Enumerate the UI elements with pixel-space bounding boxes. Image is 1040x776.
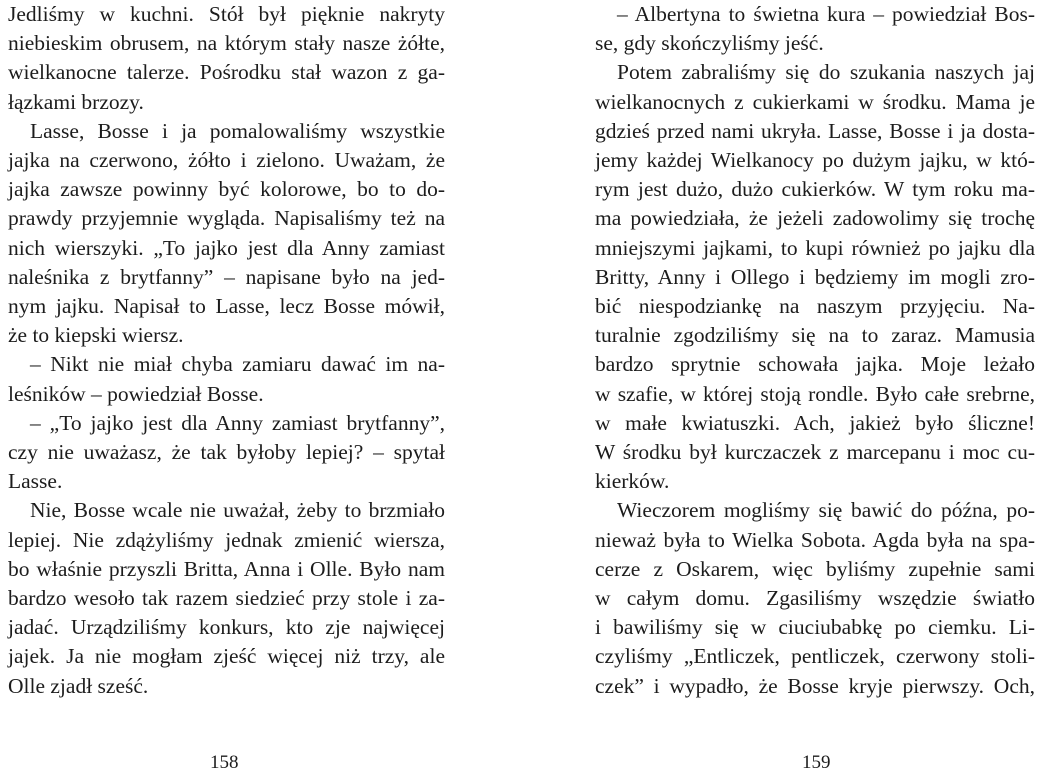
page-number-right: 159	[802, 752, 831, 773]
text-line: wielkanocne talerze. Pośrodku stał wazon z ga-	[8, 60, 445, 85]
text-line: prawdy przyjemnie wygląda. Napisaliśmy też na	[8, 206, 445, 231]
text-line: Wieczorem mogliśmy się bawić do późna, po-	[617, 498, 1035, 523]
text-line: jajka na czerwono, żółto i zielono. Uważam, że	[8, 148, 445, 172]
text-line: jadać. Urządziliśmy konkurs, kto zje najwięcej	[8, 615, 445, 640]
text-line: niebieskim obrusem, na którym stały nasze żółte,	[8, 31, 445, 56]
text-line: naleśnika z brytfanny” – napisane było na jed-	[8, 264, 445, 289]
text-line: jajek. Ja nie mogłam zjeść więcej niż trzy, ale	[8, 644, 445, 669]
text-line: bardzo wesoło tak razem siedzieć przy stole i za-	[8, 586, 445, 610]
page-number-left: 158	[210, 752, 239, 773]
text-line: Britty, Anny i Ollego i będziemy im mogli zro-	[595, 264, 1035, 289]
text-line: Potem zabraliśmy się do szukania naszych jaj	[617, 60, 1035, 85]
text-line: jajka zawsze powinny być kolorowe, bo to do-	[8, 177, 445, 202]
text-line: nieważ była to Wielka Sobota. Agda była na spa-	[595, 527, 1035, 552]
text-line: że to kiepski wiersz.	[8, 323, 184, 348]
text-line: – Nikt nie miał chyba zamiaru dawać im na-	[30, 352, 445, 377]
text-line: Jedliśmy w kuchni. Stół był pięknie nakryty	[8, 2, 445, 26]
text-line: łązkami brzozy.	[8, 89, 144, 114]
text-line: czy nie uważasz, że tak byłoby lepiej? – spytał	[8, 440, 445, 464]
text-line: w całym domu. Zgasiliśmy wszędzie światło	[595, 586, 1035, 610]
text-line: turalnie zgodziliśmy się na to zaraz. Mamusia	[595, 323, 1035, 348]
text-line: cerze z Oskarem, więc byliśmy zupełnie sami	[595, 556, 1035, 581]
text-line: – Albertyna to świetna kura – powiedział Bos-	[617, 2, 1035, 26]
text-line: i bawiliśmy się w ciuciubabkę po ciemku. Li-	[595, 615, 1035, 640]
text-line: ma powiedziała, że jeżeli zadowolimy się trochę	[595, 206, 1035, 231]
text-line: wielkanocnych z cukierkami w środku. Mama je	[595, 89, 1035, 114]
text-line: w małe kwiatuszki. Ach, jakież było śliczne!	[595, 410, 1035, 435]
text-line: se, gdy skończyliśmy jeść.	[595, 31, 824, 56]
text-line: kierków.	[595, 469, 670, 494]
text-line: bić niespodziankę na naszym przyjęciu. Na-	[595, 294, 1035, 318]
text-line: Lasse.	[8, 469, 63, 494]
text-line: W środku był kurczaczek z marcepanu i moc cu-	[595, 440, 1035, 464]
text-line: bardzo sprytnie schowała jajka. Moje leżało	[595, 352, 1035, 377]
text-line: lepiej. Nie zdążyliśmy jednak zmienić wiersza,	[8, 527, 445, 552]
text-line: leśników – powiedział Bosse.	[8, 381, 264, 406]
text-line: czek” i wypadło, że Bosse kryje pierwszy. Och,	[595, 673, 1035, 698]
text-line: gdzieś przed nami ukryła. Lasse, Bosse i ja dosta-	[595, 118, 1035, 143]
text-line: Lasse, Bosse i ja pomalowaliśmy wszystkie	[30, 118, 445, 143]
text-line: jemy każdej Wielkanocy po dużym jajku, w któ-	[595, 148, 1035, 172]
text-line: bo właśnie przyszli Britta, Anna i Olle. Było nam	[8, 556, 445, 581]
text-line: mniejszymi jajkami, to kupi również po jajku dla	[595, 235, 1035, 260]
text-line: – „To jajko jest dla Anny zamiast brytfanny”,	[30, 410, 445, 435]
text-line: czyliśmy „Entliczek, pentliczek, czerwony stoli-	[595, 644, 1035, 669]
text-line: nich wierszyki. „To jajko jest dla Anny zamiast	[8, 235, 445, 260]
text-line: Nie, Bosse wcale nie uważał, żeby to brzmiało	[30, 498, 445, 523]
text-line: w szafie, w której stoją rondle. Było całe srebrne,	[595, 381, 1035, 406]
text-line: nym jajku. Napisał to Lasse, lecz Bosse mówił,	[8, 294, 445, 318]
text-line: Olle zjadł sześć.	[8, 673, 149, 698]
text-line: rym jest dużo, dużo cukierków. W tym roku ma-	[595, 177, 1035, 202]
